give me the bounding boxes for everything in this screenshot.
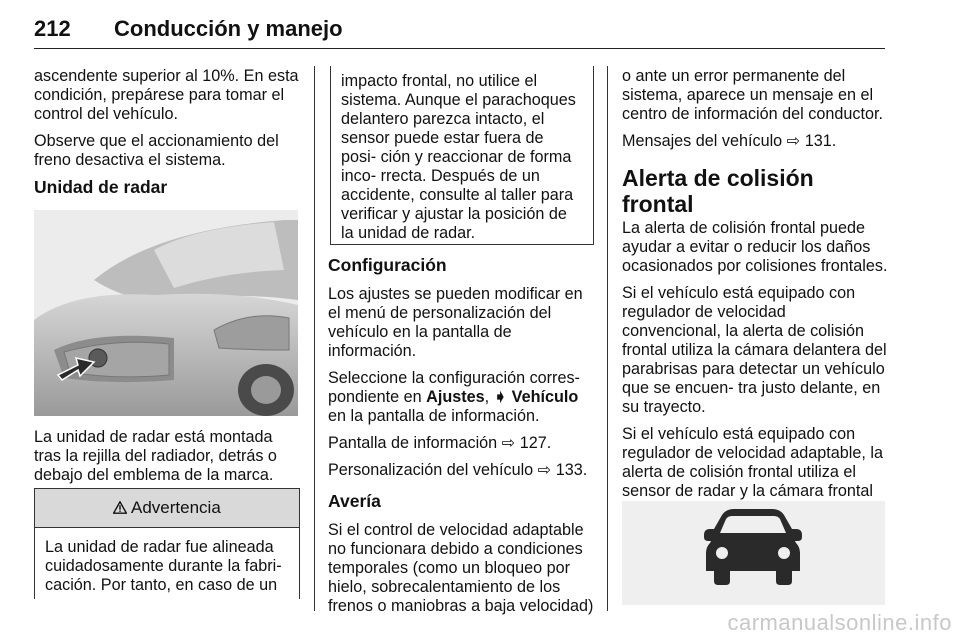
column-divider (607, 66, 608, 611)
collision-alert-icon-panel (622, 501, 885, 605)
car-front-icon (622, 501, 885, 605)
column-1-lower (34, 428, 300, 493)
paragraph: Si el vehículo está equipado con regulador de velocidad convencional, la alerta de colisión frontal utiliza la cámara delantera del parabrisas para detectar un vehículo que se encuen- tra justo delante, en su trayecto. (622, 284, 887, 416)
paragraph: Si el vehículo está equipado con regulador de velocidad adaptable, la alerta de colisión frontal utiliza el sensor de radar y la cámara frontal (622, 425, 883, 500)
page-reference: Pantalla de información ⇨ 127. (328, 434, 552, 452)
warning-box-continued (330, 66, 594, 245)
section-title: Alerta de colisión frontal (622, 165, 814, 217)
column-2 (328, 248, 594, 624)
paragraph: Seleccione la configuración corres- pondiente en Ajustes, ➧ Vehículo en la pantalla de información. (328, 369, 580, 425)
page-number: 212 (34, 16, 71, 41)
paragraph: Los ajustes se pueden modificar en el menú de personalización del vehículo en la pantalla de información. (328, 285, 583, 360)
column-1 (34, 67, 300, 207)
page-reference: Mensajes del vehículo ⇨ 131. (622, 132, 837, 150)
warning-body: La unidad de radar fue alineada cuidadosamente durante la fabri- cación. Por tanto, en caso de un (45, 538, 282, 594)
section-heading: Configuración (328, 255, 447, 275)
chapter-title: Conducción y manejo (114, 16, 343, 41)
paragraph: o ante un error permanente del sistema, aparece un mensaje en el centro de información del conductor. (622, 67, 883, 123)
menu-item-ajustes: Ajustes (426, 388, 485, 406)
column-3 (622, 67, 888, 566)
warning-body-continued: impacto frontal, no utilice el sistema. Aunque el parachoques delantero parezca intacto, el sensor puede estar fuera de posi- ción y reaccionar de forma inco- rrecta. Después de un accidente, consulte al taller para verificar y ajustar la posición de la unidad de radar. (341, 72, 576, 242)
paragraph: Si el control de velocidad adaptable no funcionara debido a condiciones temporales (como un bloqueo por hielo, sobrecalentamiento de los frenos o maniobras a baja velocidad) (328, 521, 594, 615)
page-reference: Personalización del vehículo ⇨ 133. (328, 461, 588, 479)
paragraph: ascendente superior al 10%. En esta condición, prepárese para tomar el control del vehículo. (34, 67, 299, 123)
warning-box (34, 488, 300, 599)
paragraph: Observe que el accionamiento del freno desactiva el sistema. (34, 132, 279, 169)
paragraph: La alerta de colisión frontal puede ayudar a evitar o reducir los daños ocasionados por colisiones frontales. (622, 219, 888, 275)
warning-title: Advertencia (131, 498, 221, 517)
page-header (34, 14, 885, 49)
menu-arrow-icon: ➧ (493, 388, 508, 406)
section-heading: Avería (328, 491, 381, 511)
warning-header (35, 489, 299, 528)
watermark: carmanualsonline.info (727, 610, 952, 635)
column-divider (314, 66, 315, 611)
photo-caption: La unidad de radar está montada tras la rejilla del radiador, detrás o debajo del emblema de la marca. (34, 428, 277, 484)
section-heading: Unidad de radar (34, 177, 168, 197)
warning-triangle-icon (113, 498, 131, 517)
radar-unit-photo (34, 210, 298, 416)
menu-item-vehiculo: Vehículo (507, 388, 579, 406)
